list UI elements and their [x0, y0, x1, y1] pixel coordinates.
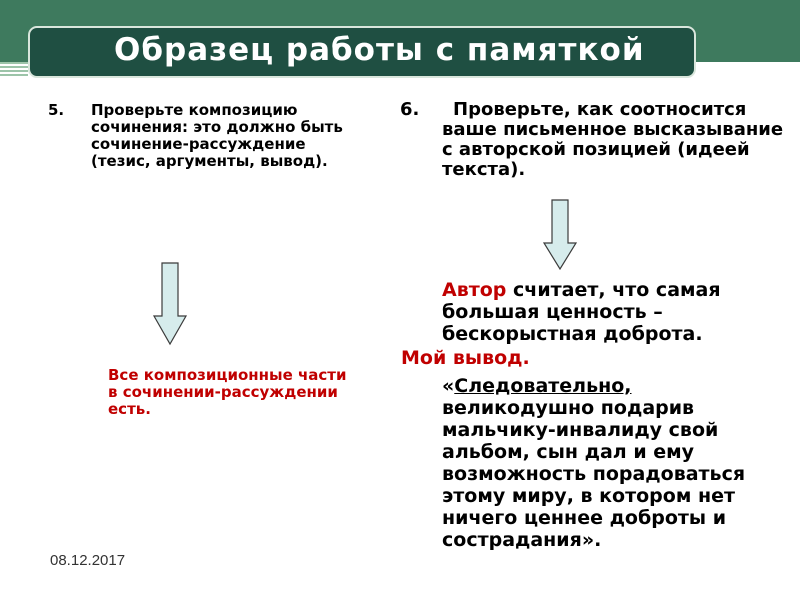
composition-conclusion: Все композиционные части в сочинении-рассуждении есть. [108, 366, 347, 418]
quote-underlined: Следовательно, [454, 375, 632, 397]
item-text: ваше письменное высказывание с авторской позицией (идеей текста). [442, 119, 784, 180]
item-number: 5. [48, 101, 65, 119]
author-position [442, 279, 792, 345]
down-arrow-icon [152, 262, 188, 346]
title-box [28, 26, 696, 78]
item-number: 6. [400, 99, 420, 120]
slide-date: 08.12.2017 [50, 552, 126, 569]
memo-item-6 [400, 100, 785, 180]
decorative-stripe [0, 62, 28, 78]
memo-item-5 [48, 102, 348, 170]
my-conclusion-heading: Мой вывод. [401, 347, 530, 369]
author-highlight: Автор [442, 279, 507, 301]
down-arrow-icon [542, 199, 578, 271]
item-text-first-line: Проверьте композицию [91, 101, 298, 119]
item-text: сочинения: это должно быть сочинение-рассуждение (тезис, аргументы, вывод). [91, 118, 343, 170]
author-text: считает, что самая большая ценность – бескорыстная доброта. [442, 279, 721, 345]
conclusion-quote [442, 375, 787, 551]
quote-text: великодушно подарив мальчику-инвалиду свой альбом, сын дал и ему возможность порадоваться этому миру, в котором нет ничего ценнее доброты и сострадания». [442, 397, 746, 551]
quote-open: « [442, 375, 455, 397]
slide-title: Образец работы с памяткой [114, 32, 645, 68]
item-text-first-line: Проверьте, как соотносится [453, 99, 747, 120]
